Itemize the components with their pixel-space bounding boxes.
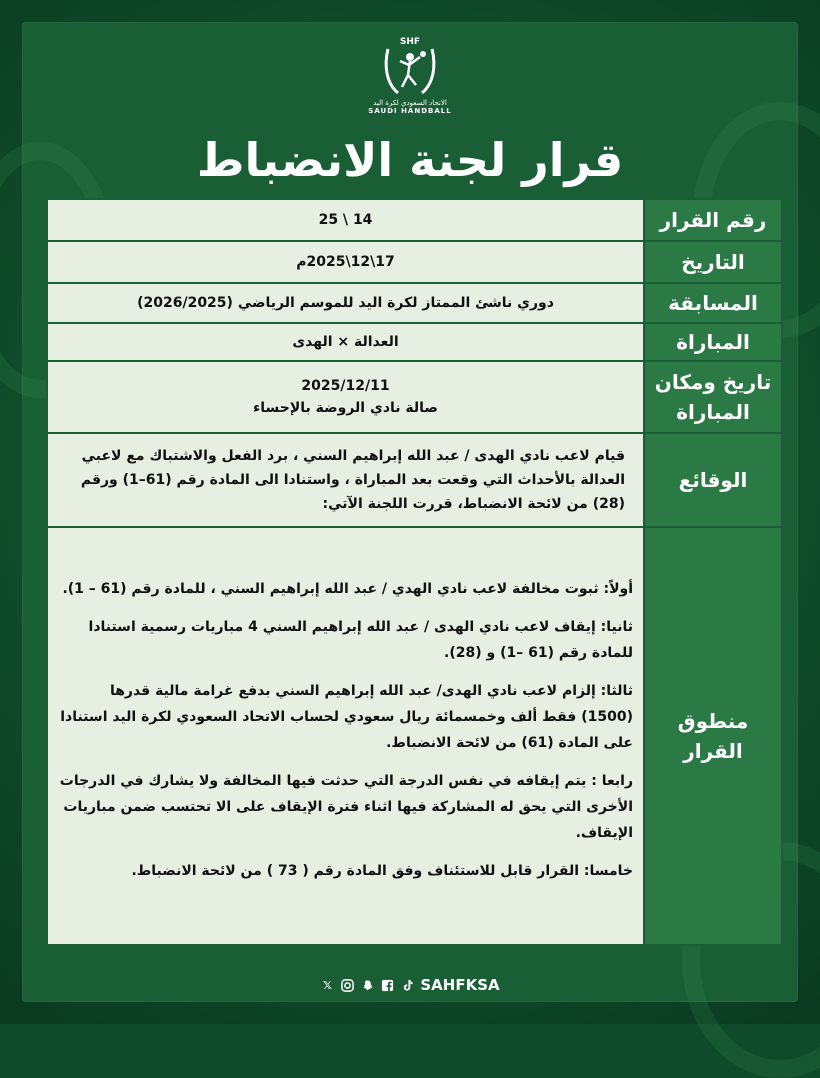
page-title: قرار لجنة الانضباط [196, 133, 624, 187]
footer [0, 972, 820, 998]
logo [360, 35, 460, 123]
logo-text-ar: الاتحاد السعودي لكرة اليد [373, 99, 447, 107]
svg-text:SHF: SHF [399, 37, 421, 47]
facts-value: قيام لاعب نادي الهدى / عبد الله إبراهيم السني ، برد الفعل والاشتباك مع لاعبي العدالة بالأحداث التي وقعت بعد المباراة ، واستنادا الى المادة رقم (61–1) ورقم (28) من لائحة الانضباط، قررت اللجنة الآتي: [47, 433, 644, 527]
logic-item: ثالثا: إلزام لاعب نادي الهدى/ عبد الله إبراهيم السني بدفع غرامة مالية قدرها (1500) فقط ألف وخمسمائة ريال سعودي لحساب الاتحاد السعودي لكرة اليد استنادا على المادة (61) من لائحة الانضباط. [60, 683, 633, 751]
decision-number: 14 \ 25 [47, 199, 644, 241]
match-place: صالة نادي الروضة بالإحساء [253, 400, 438, 416]
table-row [47, 283, 782, 323]
logic-item: خامسا: القرار قابل للاستئناف وفق المادة رقم ( 73 ) من لائحة الانضباط. [131, 863, 633, 879]
match-value: العدالة × الهدى [47, 323, 644, 361]
row-label: المسابقة [644, 283, 782, 323]
row-label: تاريخ ومكان المباراة [644, 361, 782, 433]
row-label: منطوق القرار [644, 527, 782, 945]
table-row [47, 527, 782, 945]
decision-date: 17\12\2025م [47, 241, 644, 283]
row-label: رقم القرار [644, 199, 782, 241]
match-date-place-value [47, 361, 644, 433]
logic-item: رابعا : يتم إيقافه في نفس الدرجة التي حدثت فيها المخالفة ولا يشارك في الدرجات الأخرى التي يحق له المشاركة فيها اثناء فترة الإيقاف على الا تحتسب ضمن مباريات الإيقاف. [59, 773, 633, 841]
match-date: 2025/12/11 [301, 378, 390, 394]
facebook-icon[interactable] [380, 978, 394, 992]
table-row [47, 199, 782, 241]
instagram-icon[interactable] [340, 978, 354, 992]
row-label: المباراة [644, 323, 782, 361]
table-row [47, 361, 782, 433]
tiktok-icon[interactable] [400, 978, 414, 992]
row-label: الوقائع [644, 433, 782, 527]
table-row [47, 241, 782, 283]
row-label: التاريخ [644, 241, 782, 283]
table-row [47, 433, 782, 527]
logo-mark-icon [380, 35, 440, 97]
logic-value [47, 527, 644, 945]
competition-value: دوري ناشئ الممتاز لكرة اليد للموسم الرياضي (2026/2025) [47, 283, 644, 323]
decision-table [46, 198, 783, 946]
footer-handle[interactable]: SAHFKSA [420, 976, 500, 994]
table-row [47, 323, 782, 361]
logo-text-en: SAUDI HANDBALL [368, 107, 452, 115]
logic-item: ثانيا: إيقاف لاعب نادي الهدى / عبد الله إبراهيم السني 4 مباريات رسمية استنادا للمادة رقم (61 –1) و (28). [88, 619, 633, 661]
x-icon[interactable]: 𝕏 [322, 978, 332, 992]
logic-item: أولاً: ثبوت مخالفة لاعب نادي الهدي / عبد الله إبراهيم السني ، للمادة رقم (61 – 1). [62, 581, 633, 597]
snapchat-icon[interactable] [360, 978, 374, 992]
